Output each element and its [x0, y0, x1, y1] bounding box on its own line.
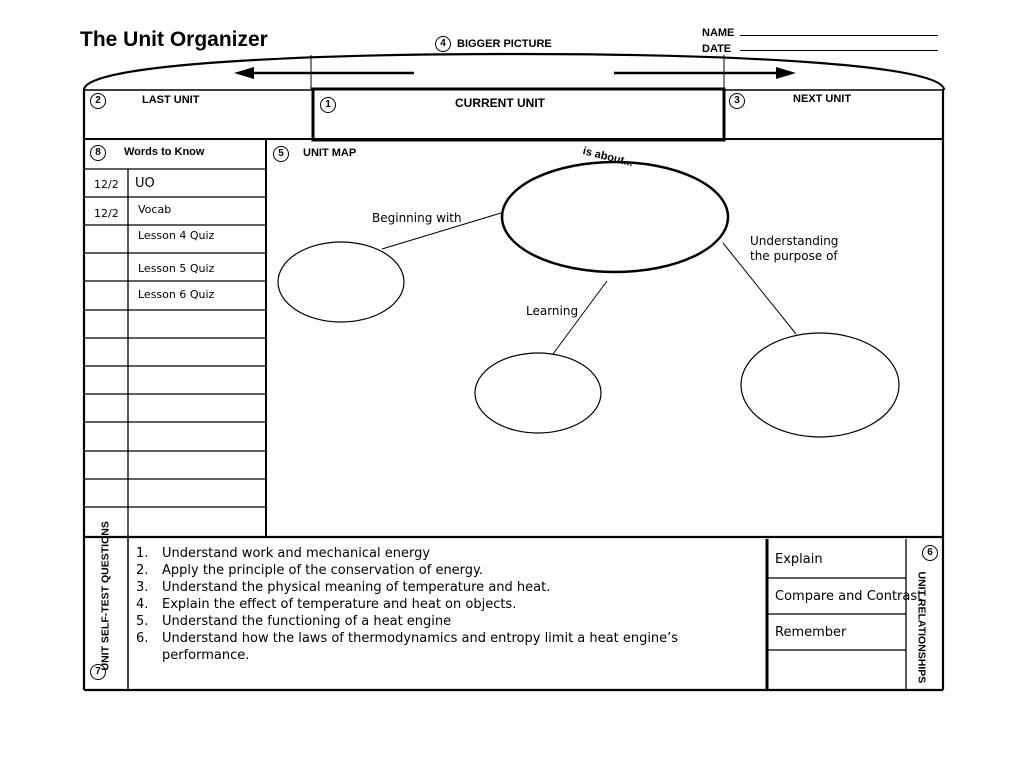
main-concept-bubble[interactable]	[503, 163, 727, 271]
word-row	[84, 170, 266, 197]
map-label-purpose: the purpose of	[750, 249, 838, 263]
map-label-beginning: Beginning with	[372, 211, 462, 225]
self-test-label: UNIT SELF-TEST QUESTIONS	[99, 521, 112, 671]
word-row	[84, 198, 266, 225]
self-test-questions	[136, 545, 756, 664]
question-number: 2.	[136, 563, 149, 578]
question-text: Understand how the laws of thermodynamics and entropy limit a heat engine’s performance.	[162, 631, 679, 663]
question-number: 6.	[136, 631, 149, 646]
word-text: Lesson 4 Quiz	[138, 229, 215, 242]
current-unit-number: 1	[320, 97, 336, 113]
current-unit-label: CURRENT UNIT	[455, 96, 545, 110]
bigger-picture-number: 4	[435, 36, 451, 52]
map-label-understanding: Understanding	[750, 234, 839, 248]
is-about-label: is about...	[581, 145, 635, 170]
question-item	[136, 613, 756, 630]
word-text: Lesson 5 Quiz	[138, 262, 215, 275]
page-title: The Unit Organizer	[80, 28, 268, 51]
question-text: Apply the principle of the conservation of energy.	[162, 563, 484, 578]
question-text: Explain the effect of temperature and heat on objects.	[162, 597, 517, 612]
next-unit-label: NEXT UNIT	[793, 93, 852, 105]
next-unit-number: 3	[729, 93, 745, 109]
question-item	[136, 562, 756, 579]
relationship-item: Explain	[775, 552, 823, 567]
question-item	[136, 545, 756, 562]
word-text: UO	[135, 176, 155, 191]
word-row	[84, 254, 266, 281]
relationships-label: UNIT RELATIONSHIPS	[915, 571, 928, 684]
last-unit-number: 2	[90, 93, 106, 109]
question-text: Understand the functioning of a heat engine	[162, 614, 452, 629]
words-title: Words to Know	[124, 146, 205, 158]
word-text: Vocab	[138, 203, 172, 216]
question-item	[136, 579, 756, 596]
unit-map-number: 5	[273, 146, 289, 162]
self-test-number: 7	[90, 664, 106, 680]
relationship-item: Compare and Contrast	[775, 589, 923, 604]
question-number: 4.	[136, 597, 149, 612]
date-label: DATE	[702, 43, 732, 55]
word-row	[84, 226, 266, 253]
word-date: 12/2	[94, 178, 119, 191]
question-text: Understand work and mechanical energy	[162, 546, 431, 561]
relationship-item: Remember	[775, 625, 847, 640]
word-date: 12/2	[94, 207, 119, 220]
concept-bubble-learning[interactable]	[475, 353, 601, 433]
question-item	[136, 596, 756, 613]
bigger-picture-label: BIGGER PICTURE	[457, 38, 552, 50]
question-text: Understand the physical meaning of temperature and heat.	[162, 580, 551, 595]
word-row	[84, 282, 266, 309]
unit-map-title: UNIT MAP	[303, 147, 357, 159]
question-item	[136, 630, 756, 664]
words-number: 8	[90, 145, 106, 161]
word-text: Lesson 6 Quiz	[138, 288, 215, 301]
concept-bubble-beginning[interactable]	[278, 242, 404, 322]
last-unit-label: LAST UNIT	[142, 94, 200, 106]
relationships-number: 6	[922, 545, 938, 561]
name-label: NAME	[702, 27, 735, 39]
question-number: 5.	[136, 614, 149, 629]
question-number: 3.	[136, 580, 149, 595]
question-number: 1.	[136, 546, 149, 561]
map-label-learning: Learning	[526, 304, 579, 318]
concept-bubble-understanding[interactable]	[741, 333, 899, 437]
